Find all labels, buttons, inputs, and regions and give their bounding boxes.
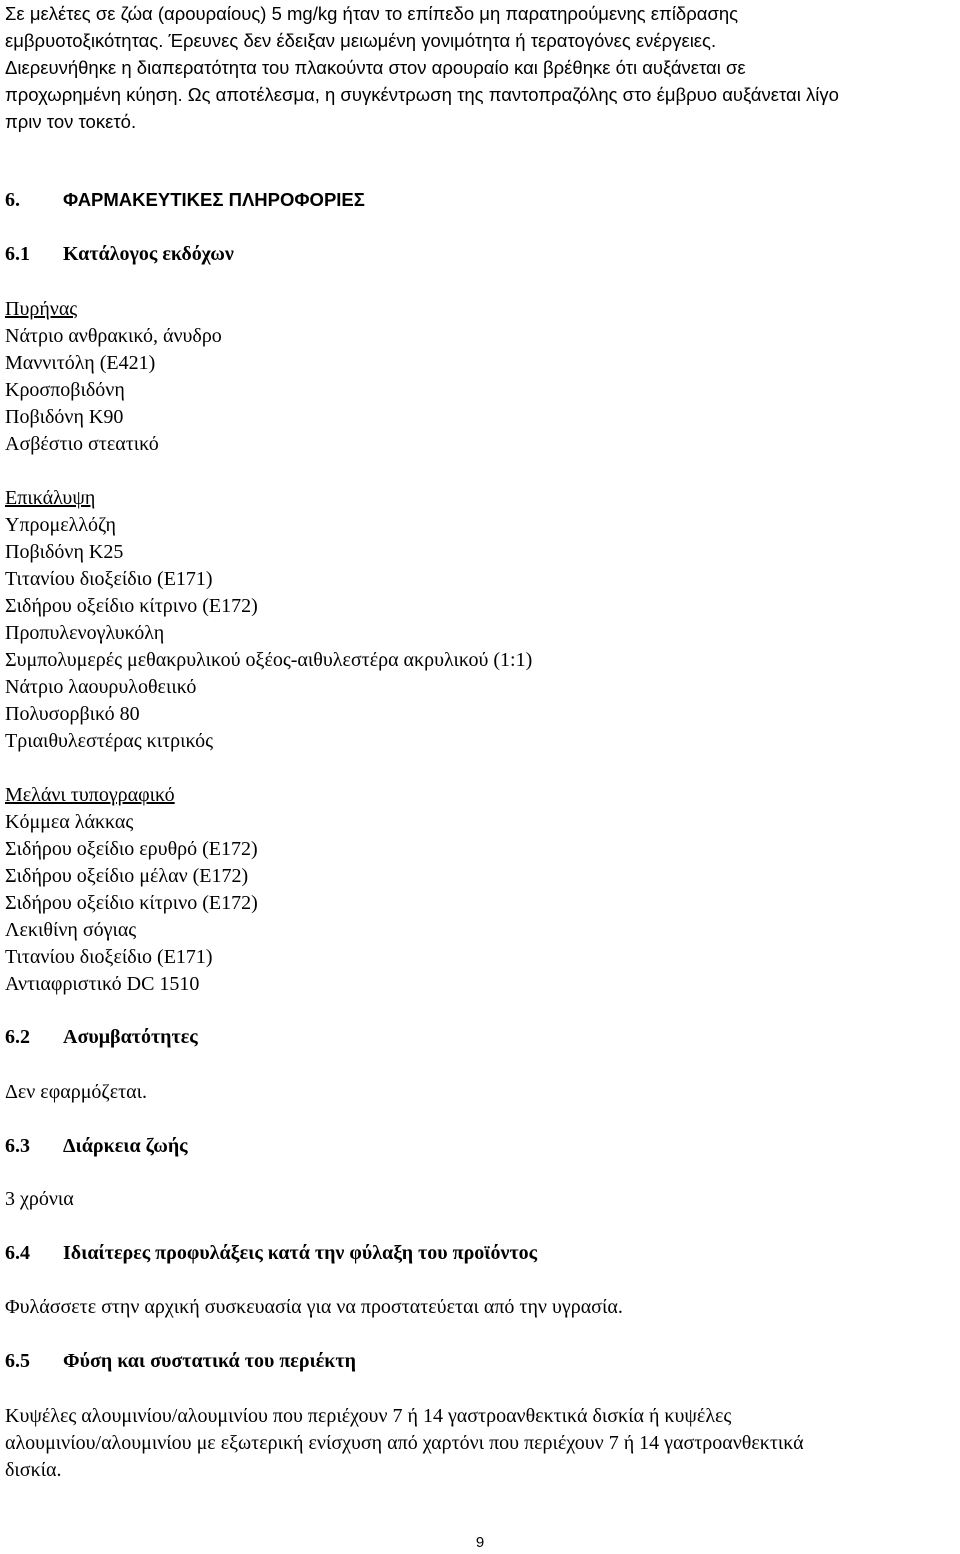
section-6-1-heading — [5, 241, 234, 268]
list-item: Κόμμεα λάκκας — [5, 811, 134, 833]
paragraph-line: Κυψέλες αλουμινίου/αλουμινίου που περιέχουν 7 ή 14 γαστροανθεκτικά δισκία ή κυψέλες — [5, 1405, 732, 1427]
section-number: 6.1 — [5, 243, 30, 265]
coating-label: Επικάλυψη — [5, 487, 96, 509]
intro-paragraph — [5, 0, 839, 135]
section-6-5-text — [5, 1403, 804, 1484]
section-6-4-heading — [5, 1240, 537, 1267]
list-item: Πολυσορβικό 80 — [5, 703, 140, 725]
section-title: Ασυμβατότητες — [63, 1026, 198, 1048]
section-number: 6.5 — [5, 1350, 30, 1372]
intro-line: εμβρυοτοξικότητας. Έρευνες δεν έδειξαν μειωμένη γονιμότητα ή τερατογόνες ενέργειες. — [5, 30, 717, 51]
list-item: Νάτριο λαουρυλοθειικό — [5, 676, 197, 698]
list-item: Σιδήρου οξείδιο μέλαν (E172) — [5, 865, 249, 887]
list-item: Προπυλενογλυκόλη — [5, 622, 165, 644]
section-number: 6.4 — [5, 1242, 30, 1264]
section-6-3-heading — [5, 1133, 188, 1160]
section-6-5-heading — [5, 1348, 356, 1375]
list-item: Σιδήρου οξείδιο κίτρινο (E172) — [5, 892, 258, 914]
intro-line: πριν τον τοκετό. — [5, 111, 137, 132]
list-item: Σιδήρου οξείδιο κίτρινο (E172) — [5, 595, 258, 617]
intro-line: προχωρημένη κύηση. Ως αποτέλεσμα, η συγκέντρωση της παντοπραζόλης στο έμβρυο αυξάνεται λίγο — [5, 84, 839, 105]
section-6-3-text: 3 χρόνια — [5, 1188, 74, 1210]
list-item: Τιτανίου διοξείδιο (E171) — [5, 946, 213, 968]
page-number: 9 — [475, 1534, 485, 1551]
section-title: ΦΑΡΜΑΚΕΥΤΙΚΕΣ ΠΛΗΡΟΦΟΡΙΕΣ — [63, 189, 365, 210]
list-item: Τριαιθυλεστέρας κιτρικός — [5, 730, 214, 752]
core-excipients — [5, 296, 222, 458]
section-6-4-text: Φυλάσσετε στην αρχική συσκευασία για να προστατεύεται από την υγρασία. — [5, 1296, 623, 1318]
list-item: Κροσποβιδόνη — [5, 379, 125, 401]
list-item: Σιδήρου οξείδιο ερυθρό (E172) — [5, 838, 258, 860]
ink-label: Μελάνι τυπογραφικό — [5, 784, 175, 806]
paragraph-line: δισκία. — [5, 1459, 62, 1481]
list-item: Λεκιθίνη σόγιας — [5, 919, 137, 941]
coating-excipients — [5, 485, 532, 755]
section-number: 6.3 — [5, 1135, 30, 1157]
section-title: Φύση και συστατικά του περιέκτη — [63, 1350, 356, 1372]
section-title: Διάρκεια ζωής — [63, 1135, 188, 1157]
list-item: Μαννιτόλη (E421) — [5, 352, 156, 374]
section-title: Κατάλογος εκδόχων — [63, 243, 234, 265]
list-item: Ασβέστιο στεατικό — [5, 433, 159, 455]
list-item: Τιτανίου διοξείδιο (E171) — [5, 568, 213, 590]
section-6-2-heading — [5, 1024, 198, 1051]
section-number: 6.2 — [5, 1026, 30, 1048]
section-number: 6. — [5, 189, 20, 211]
list-item: Συμπολυμερές μεθακρυλικού οξέος-αιθυλεστέρα ακρυλικού (1:1) — [5, 649, 533, 671]
ink-excipients — [5, 782, 258, 998]
paragraph-line: αλουμινίου/αλουμινίου με εξωτερική ενίσχυση από χαρτόνι που περιέχουν 7 ή 14 γαστροανθεκτικά — [5, 1432, 804, 1454]
intro-line: Διερευνήθηκε η διαπερατότητα του πλακούντα στον αρουραίο και βρέθηκε ότι αυξάνεται σε — [5, 57, 746, 78]
list-item: Νάτριο ανθρακικό, άνυδρο — [5, 325, 222, 347]
list-item: Υπρομελλόζη — [5, 514, 116, 536]
section-title: Ιδιαίτερες προφυλάξεις κατά την φύλαξη του προϊόντος — [63, 1242, 538, 1264]
list-item: Ποβιδόνη K25 — [5, 541, 124, 563]
section-6-heading — [5, 186, 365, 214]
intro-line: Σε μελέτες σε ζώα (αρουραίους) 5 mg/kg ήταν το επίπεδο μη παρατηρούμενης επίδρασης — [5, 3, 739, 24]
core-label: Πυρήνας — [5, 298, 78, 320]
list-item: Ποβιδόνη K90 — [5, 406, 124, 428]
section-6-2-text: Δεν εφαρμόζεται. — [5, 1081, 148, 1103]
list-item: Αντιαφριστικό DC 1510 — [5, 973, 200, 995]
